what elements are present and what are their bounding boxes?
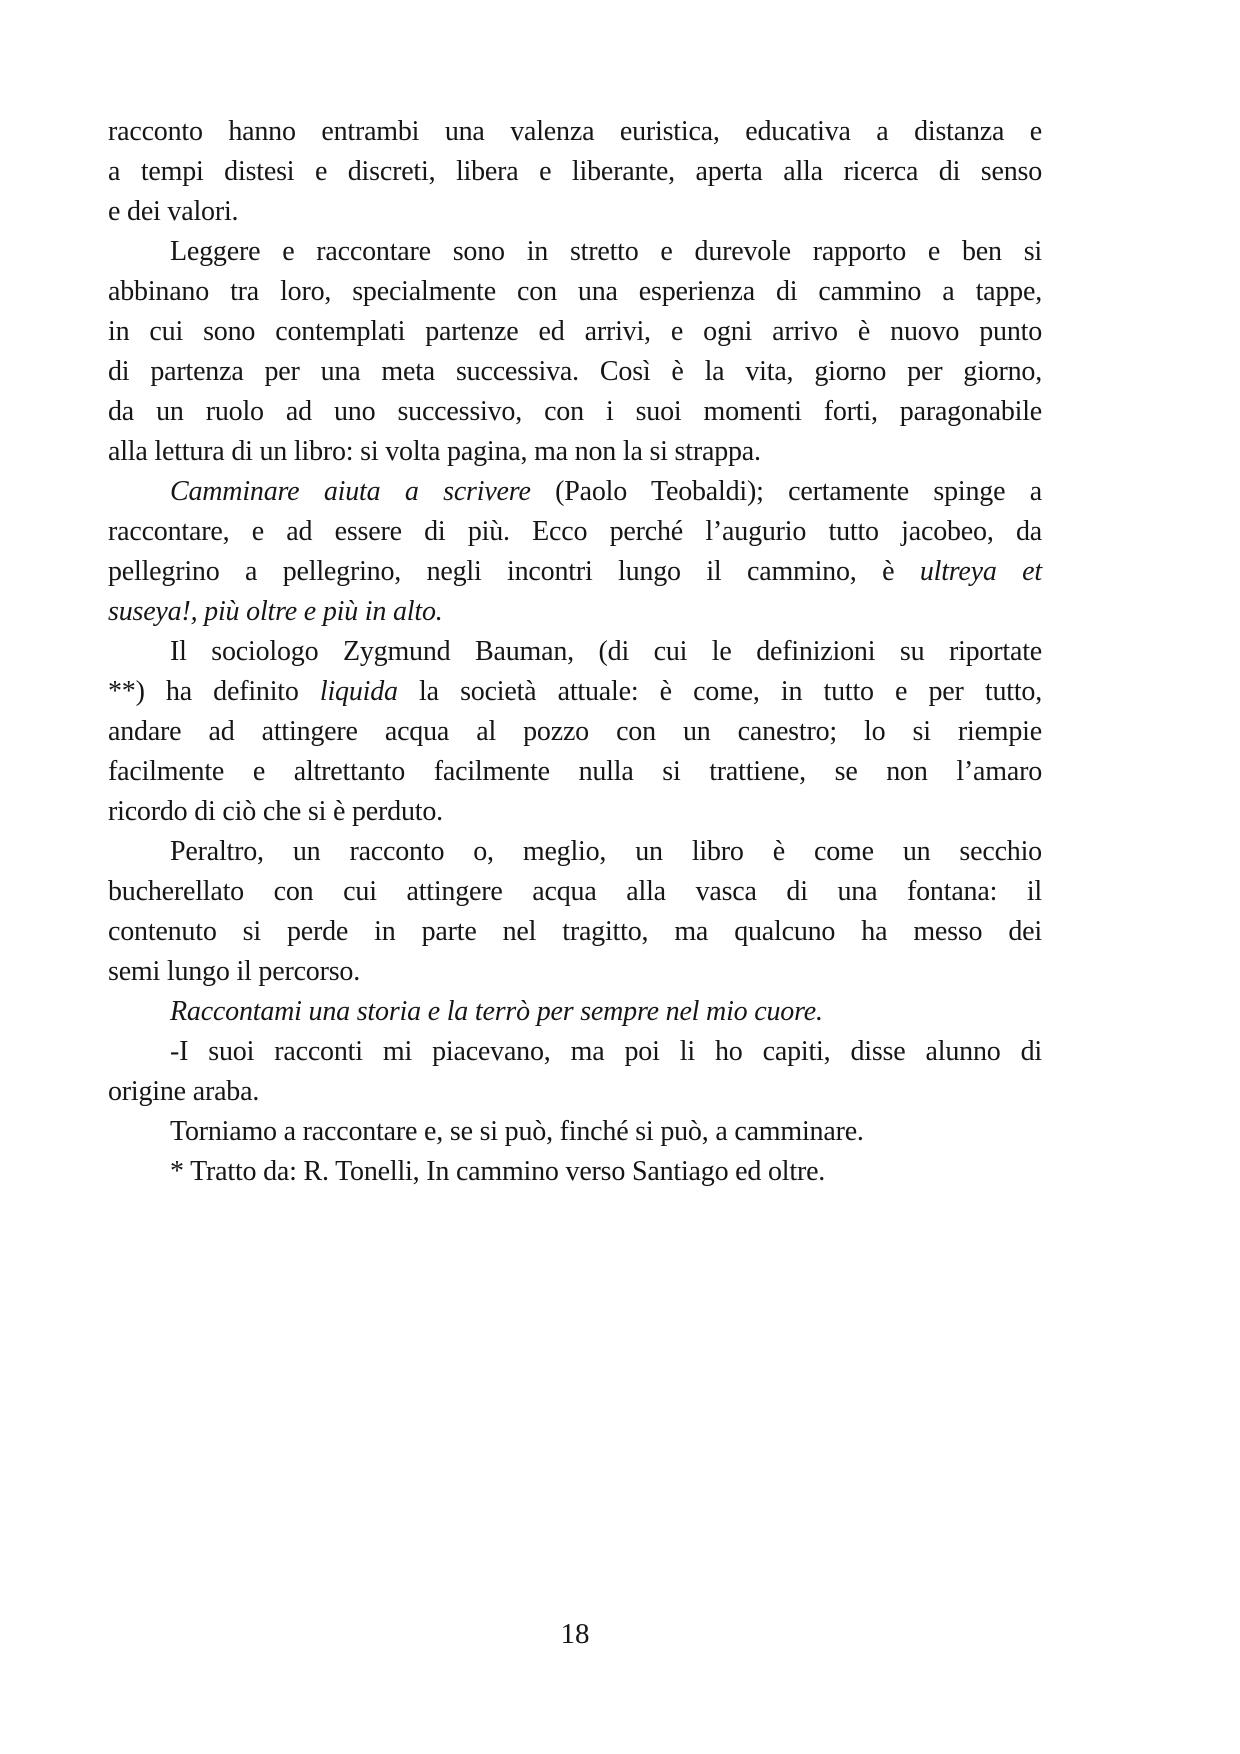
text-line xyxy=(108,992,1042,1032)
paragraph xyxy=(108,1152,1042,1192)
text-line: pellegrino a pellegrino, negli incontri lungo il cammino, è ultreya et xyxy=(108,556,1042,587)
text-line: Torniamo a raccontare e, se si può, finché si può, a camminare. xyxy=(170,1116,864,1147)
text-line: abbinano tra loro, specialmente con una esperienza di cammino a tappe, xyxy=(108,276,1042,307)
paragraph xyxy=(108,632,1042,832)
text-line: racconto hanno entrambi una valenza euristica, educativa a distanza e xyxy=(108,116,1042,147)
paragraph xyxy=(108,1032,1042,1112)
italic-text: Camminare aiuta a scrivere xyxy=(170,476,531,507)
page-number: 18 xyxy=(560,1618,590,1650)
text-line: andare ad attingere acqua al pozzo con un canestro; lo si riempie xyxy=(108,716,1042,747)
paragraph xyxy=(108,232,1042,472)
italic-text: liquida xyxy=(319,676,398,707)
text-line: alla lettura di un libro: si volta pagina, ma non la si strappa. xyxy=(108,436,761,467)
text-line: origine araba. xyxy=(108,1076,260,1107)
text-line: * Tratto da: R. Tonelli, In cammino verso Santiago ed oltre. xyxy=(170,1156,826,1187)
text-line: Camminare aiuta a scrivere (Paolo Teobaldi); certamente spinge a xyxy=(170,476,1043,507)
text-line: ricordo di ciò che si è perduto. xyxy=(108,796,443,827)
text-block xyxy=(108,112,1042,1192)
text-line: Leggere e raccontare sono in stretto e durevole rapporto e ben si xyxy=(170,236,1042,267)
text-line: contenuto si perde in parte nel tragitto, ma qualcuno ha messo dei xyxy=(108,916,1042,947)
italic-text: Raccontami una storia e la terrò per sempre nel mio cuore. xyxy=(170,996,823,1027)
text-line: **) ha definito liquida la società attuale: è come, in tutto e per tutto, xyxy=(108,676,1042,707)
text-line xyxy=(108,592,1042,632)
text-line: bucherellato con cui attingere acqua alla vasca di una fontana: il xyxy=(108,876,1042,907)
text-line: di partenza per una meta successiva. Così è la vita, giorno per giorno, xyxy=(108,356,1042,387)
paragraph xyxy=(108,112,1042,232)
text-line: in cui sono contemplati partenze ed arrivi, e ogni arrivo è nuovo punto xyxy=(108,316,1042,347)
paragraph xyxy=(108,1112,1042,1152)
text-line: raccontare, e ad essere di più. Ecco perché l’augurio tutto jacobeo, da xyxy=(108,516,1042,547)
italic-text: suseya!, più oltre e più in alto. xyxy=(108,596,443,627)
paragraph xyxy=(108,472,1042,632)
paragraph xyxy=(108,832,1042,992)
text-line: -I suoi racconti mi piacevano, ma poi li ho capiti, disse alunno di xyxy=(170,1036,1042,1067)
paragraph xyxy=(108,992,1042,1032)
italic-text: ultreya et xyxy=(919,556,1042,587)
text-line: Peraltro, un racconto o, meglio, un libro è come un secchio xyxy=(170,836,1042,867)
text-line: e dei valori. xyxy=(108,196,239,227)
text-line: Il sociologo Zygmund Bauman, (di cui le definizioni su riportate xyxy=(170,636,1042,667)
text-line: facilmente e altrettanto facilmente nulla si trattiene, se non l’amaro xyxy=(108,756,1042,787)
text-line: a tempi distesi e discreti, libera e liberante, aperta alla ricerca di senso xyxy=(108,156,1042,187)
text-line: da un ruolo ad uno successivo, con i suoi momenti forti, paragonabile xyxy=(108,396,1042,427)
text-line: semi lungo il percorso. xyxy=(108,956,361,987)
